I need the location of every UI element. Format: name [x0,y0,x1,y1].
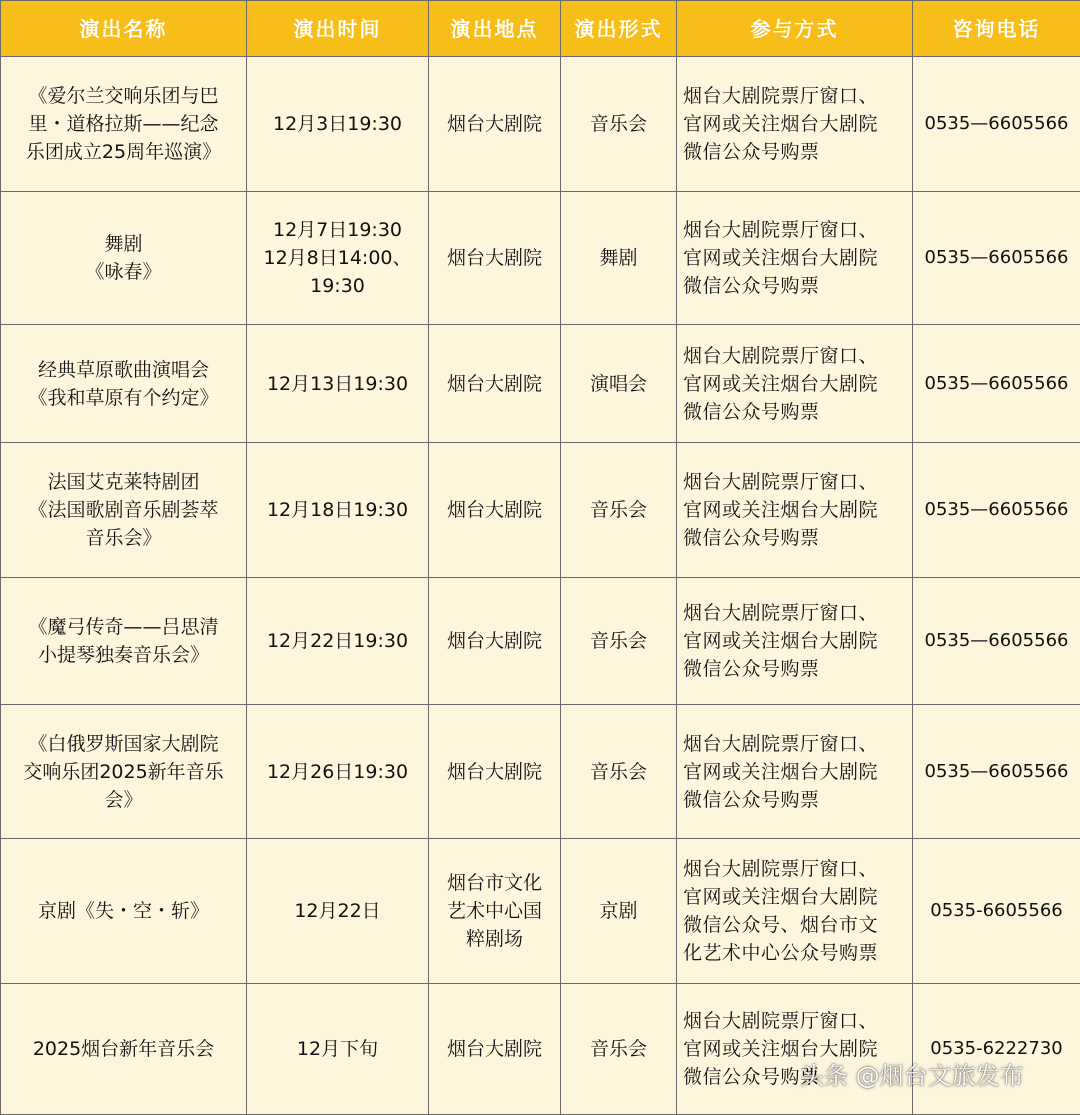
table-row [1,443,1080,578]
cell-line: 12月下旬 [251,1035,424,1063]
cell-line: 艺术中心国 [433,897,556,925]
cell-line: 官网或关注烟台大剧院 [683,110,908,138]
cell-line: 交响乐团2025新年音乐 [5,758,242,786]
table-row [1,325,1080,443]
cell-line: 烟台大剧院票厅窗口、 [683,730,908,758]
cell-performance-time [247,705,429,839]
cell-line: 烟台大剧院票厅窗口、 [683,1007,908,1035]
cell-performance-time [247,443,429,578]
cell-participation-method [677,984,913,1115]
table-row [1,192,1080,325]
cell-performance-time [247,578,429,705]
cell-line: 会》 [5,786,242,814]
cell-participation-method [677,325,913,443]
cell-line: 烟台大剧院票厅窗口、 [683,599,908,627]
cell-phone: 0535—6605566 [913,57,1080,192]
cell-line: 音乐会》 [5,524,242,552]
cell-line: 《爱尔兰交响乐团与巴 [5,82,242,110]
header-form: 演出形式 [561,1,677,57]
cell-venue [429,325,561,443]
cell-form: 音乐会 [561,578,677,705]
cell-performance-time [247,984,429,1115]
cell-phone: 0535—6605566 [913,705,1080,839]
cell-line: 京剧《失・空・斩》 [5,897,242,925]
cell-line: 《白俄罗斯国家大剧院 [5,730,242,758]
cell-line: 烟台大剧院 [433,244,556,272]
table-row [1,57,1080,192]
cell-participation-method [677,443,913,578]
cell-line: 12月8日14:00、 [251,244,424,272]
cell-line: 乐团成立25周年巡演》 [5,138,242,166]
cell-performance-name [1,325,247,443]
table-row [1,705,1080,839]
cell-line: 粹剧场 [433,925,556,953]
cell-line: 微信公众号购票 [683,786,908,814]
cell-line: 微信公众号购票 [683,398,908,426]
cell-line: 微信公众号购票 [683,655,908,683]
cell-performance-time [247,192,429,325]
cell-line: 微信公众号购票 [683,1063,908,1091]
cell-performance-name [1,192,247,325]
cell-line: 12月26日19:30 [251,758,424,786]
cell-form: 音乐会 [561,443,677,578]
cell-participation-method [677,192,913,325]
cell-form: 音乐会 [561,57,677,192]
cell-line: 烟台大剧院票厅窗口、 [683,468,908,496]
cell-line: 官网或关注烟台大剧院 [683,1035,908,1063]
cell-form: 演唱会 [561,325,677,443]
cell-line: 《魔弓传奇——吕思清 [5,613,242,641]
cell-line: 舞剧 [5,230,242,258]
cell-form: 京剧 [561,839,677,984]
cell-phone: 0535—6605566 [913,443,1080,578]
header-name: 演出名称 [1,1,247,57]
cell-line: 法国艾克莱特剧团 [5,468,242,496]
cell-venue [429,984,561,1115]
cell-line: 12月22日 [251,897,424,925]
cell-performance-time [247,57,429,192]
cell-line: 烟台大剧院 [433,110,556,138]
cell-line: 《咏春》 [5,258,242,286]
header-venue: 演出地点 [429,1,561,57]
cell-line: 官网或关注烟台大剧院 [683,758,908,786]
cell-participation-method [677,839,913,984]
cell-line: 烟台大剧院票厅窗口、 [683,855,908,883]
cell-performance-time [247,325,429,443]
cell-line: 官网或关注烟台大剧院 [683,883,908,911]
cell-line: 化艺术中心公众号购票 [683,939,908,967]
cell-performance-name [1,578,247,705]
cell-line: 《法国歌剧音乐剧荟萃 [5,496,242,524]
cell-venue [429,57,561,192]
table-body [1,57,1080,1115]
cell-line: 12月7日19:30 [251,216,424,244]
cell-line: 官网或关注烟台大剧院 [683,496,908,524]
cell-venue [429,705,561,839]
cell-venue [429,578,561,705]
cell-performance-time [247,839,429,984]
cell-phone: 0535—6605566 [913,325,1080,443]
cell-line: 烟台大剧院 [433,627,556,655]
cell-line: 微信公众号、烟台市文 [683,911,908,939]
cell-venue [429,192,561,325]
cell-participation-method [677,705,913,839]
header-time: 演出时间 [247,1,429,57]
cell-performance-name [1,839,247,984]
cell-line: 里・道格拉斯——纪念 [5,110,242,138]
cell-line: 12月18日19:30 [251,496,424,524]
cell-line: 烟台大剧院 [433,758,556,786]
cell-line: 烟台大剧院票厅窗口、 [683,342,908,370]
cell-line: 烟台大剧院 [433,496,556,524]
watermark: 头条 @烟台文旅发布 [800,1056,1024,1091]
table-row [1,578,1080,705]
cell-line: 官网或关注烟台大剧院 [683,627,908,655]
cell-line: 12月13日19:30 [251,370,424,398]
header-method: 参与方式 [677,1,913,57]
cell-phone: 0535-6222730 [913,984,1080,1115]
cell-line: 官网或关注烟台大剧院 [683,244,908,272]
cell-participation-method [677,57,913,192]
cell-performance-name [1,705,247,839]
cell-line: 小提琴独奏音乐会》 [5,641,242,669]
cell-line: 官网或关注烟台大剧院 [683,370,908,398]
cell-performance-name [1,443,247,578]
cell-line: 微信公众号购票 [683,524,908,552]
cell-line: 微信公众号购票 [683,138,908,166]
cell-line: 微信公众号购票 [683,272,908,300]
table-row [1,984,1080,1115]
cell-performance-name [1,57,247,192]
cell-phone: 0535—6605566 [913,192,1080,325]
cell-line: 19:30 [251,272,424,300]
cell-participation-method [677,578,913,705]
cell-line: 《我和草原有个约定》 [5,384,242,412]
header-phone: 咨询电话 [913,1,1080,57]
cell-performance-name [1,984,247,1115]
cell-venue [429,839,561,984]
cell-line: 经典草原歌曲演唱会 [5,356,242,384]
cell-form: 音乐会 [561,705,677,839]
table-row [1,839,1080,984]
cell-form: 音乐会 [561,984,677,1115]
cell-phone: 0535-6605566 [913,839,1080,984]
cell-line: 烟台大剧院票厅窗口、 [683,216,908,244]
header-row [1,1,1080,57]
cell-line: 烟台市文化 [433,869,556,897]
cell-line: 12月22日19:30 [251,627,424,655]
cell-line: 烟台大剧院 [433,1035,556,1063]
cell-line: 12月3日19:30 [251,110,424,138]
cell-form: 舞剧 [561,192,677,325]
cell-line: 烟台大剧院票厅窗口、 [683,82,908,110]
cell-line: 烟台大剧院 [433,370,556,398]
cell-line: 2025烟台新年音乐会 [5,1035,242,1063]
cell-phone: 0535—6605566 [913,578,1080,705]
cell-venue [429,443,561,578]
